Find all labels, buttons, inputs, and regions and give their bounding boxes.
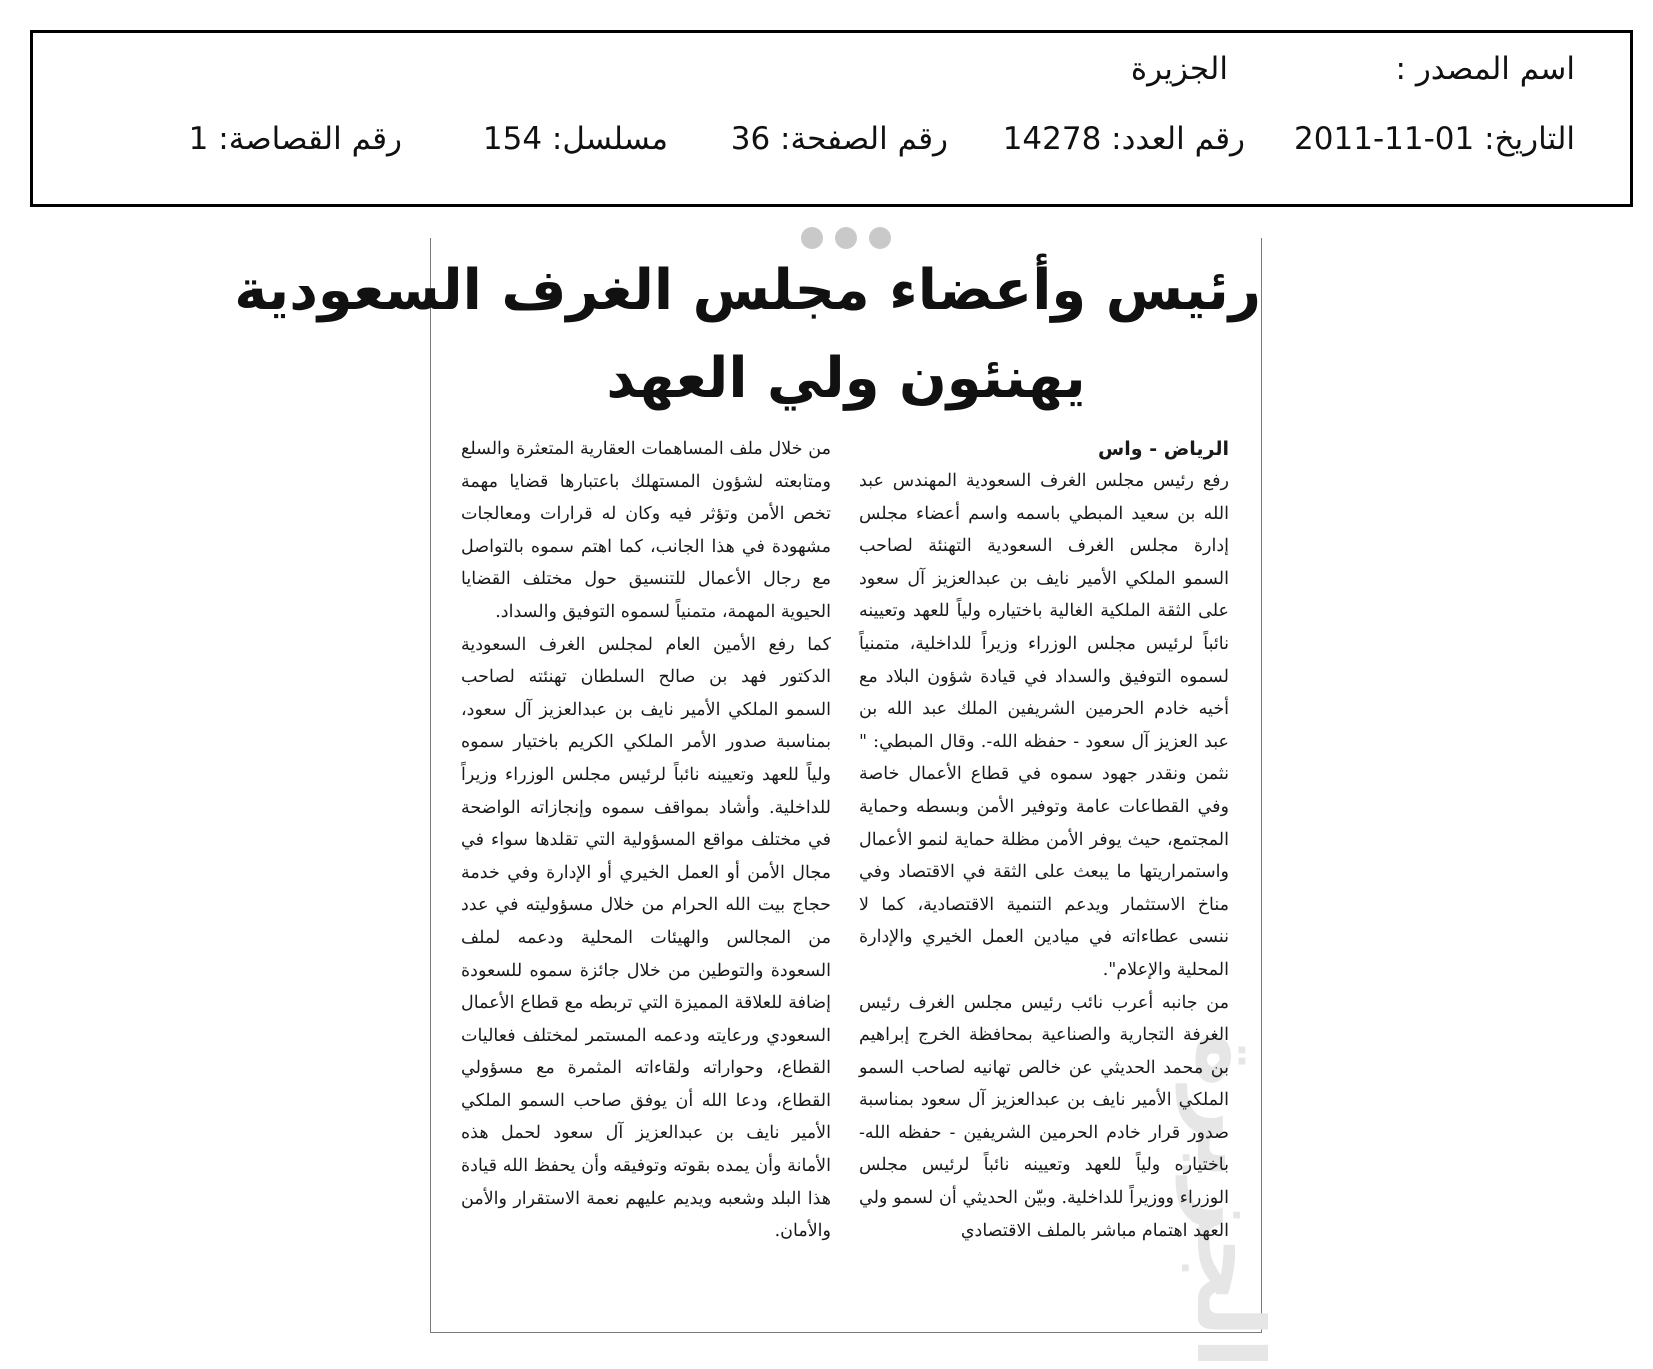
- serial-field: مسلسل: 154: [482, 121, 668, 157]
- dot-icon: [801, 227, 823, 249]
- paragraph: من جانبه أعرب نائب رئيس مجلس الغرف رئيس الغرفة التجارية والصناعية بمحافظة الخرج إبراهيم بن محمد الحديثي عن خالص تهانيه لصاحب السمو الملكي الأمير نايف بن عبدالعزيز آل سعود بمناسبة صدور قرار خادم الحرمين الشريفين - حفظه الله- باختياره ولياً للعهد وتعيينه نائباً لرئيس مجلس الوزراء ووزيراً للداخلية. وبيّن الحديثي أن لسمو ولي العهد اهتمام مباشر بالملف الاقتصادي: [859, 992, 1229, 1241]
- issue-number-field: رقم العدد: 14278: [1002, 121, 1245, 157]
- dateline: الرياض - واس: [1098, 438, 1229, 460]
- newspaper-clipping: [234, 238, 1283, 1369]
- page-number-field: رقم الصفحة: 36: [730, 121, 948, 157]
- paragraph: رفع رئيس مجلس الغرف السعودية المهندس عبد الله بن سعيد المبطي باسمه واسم أعضاء مجلس إدارة مجلس الغرف السعودية التهنئة لصاحب السمو الملكي الأمير نايف بن عبدالعزيز آل سعود على الثقة الملكية الغالية باختياره ولياً للعهد وتعيينه نائباً لرئيس مجلس الوزراء وزيراً للداخلية، متمنياً لسموه التوفيق والسداد في قيادة شؤون البلاد مع أخيه خادم الحرمين الشريفين الملك عبد الله بن عبد العزيز آل سعود - حفظه الله-. وقال المبطي: " نثمن ونقدر جهود سموه في قطاع الأعمال خاصة وفي القطاعات عامة وتوفير الأمن وبسطه وحماية المجتمع، حيث يوفر الأمن مظلة حماية لنمو الأعمال واستمراريتها ما يبعث على الثقة في الاقتصاد وفي مناخ الاستثمار ويدعم التنمية الاقتصادية، كما لا ننسى عطاءاته في ميادين العمل الخيري والإدارة المحلية والإعلام".: [859, 471, 1229, 980]
- article-column-left: [461, 433, 831, 1248]
- paragraph: من خلال ملف المساهمات العقارية المتعثرة والسلع ومتابعته لشؤون المستهلك باعتبارها قضايا مهمة تخص الأمن وتؤثر فيه وكان له قرارات ومعالجات مشهودة في هذا الجانب، كما اهتم سموه بالتواصل مع رجال الأعمال للتنسيق حول مختلف القضايا الحيوية المهمة، متمنياً لسموه التوفيق والسداد.: [461, 439, 831, 622]
- decorative-dots: [801, 238, 891, 249]
- source-value: الجزيرة: [1130, 51, 1228, 87]
- dot-icon: [869, 227, 891, 249]
- headline-line-2: يهنئون ولي العهد: [606, 346, 1086, 411]
- clipping-number-field: رقم القصاصة: 1: [188, 121, 402, 157]
- article-column-right: [859, 433, 1229, 1247]
- date-field: التاريخ: 01-11-2011: [1294, 121, 1575, 157]
- paragraph: كما رفع الأمين العام لمجلس الغرف السعودية الدكتور فهد بن صالح السلطان تهنئته لصاحب السمو الملكي الأمير نايف بن عبدالعزيز آل سعود، بمناسبة صدور الأمر الملكي الكريم باختيار سموه ولياً للعهد وتعيينه نائباً لرئيس مجلس الوزراء وزيراً للداخلية. وأشاد بمواقف سموه وإنجازاته الواضحة في مختلف مواقع المسؤولية التي تقلدها سواء في مجال الأمن أو العمل الخيري أو الإدارة وفي خدمة حجاج بيت الله الحرام من خلال مسؤوليته في عدد من المجالس والهيئات المحلية ودعمه لملف السعودة والتوطين من خلال جائزة سموه للسعودة إضافة للعلاقة المميزة التي تربطه مع قطاع الأعمال السعودي ورعايته ودعمه المستمر لمختلف فعاليات القطاع، وحواراته ولقاءاته المثمرة مع مسؤولي القطاع، ودعا الله أن يوفق صاحب السمو الملكي الأمير نايف بن عبدالعزيز آل سعود لحمل هذه الأمانة وأن يمده بقوته وتوفيقه وأن يحفظ الله قيادة هذا البلد وشعبه ويديم عليهم نعمة الاستقرار والأمن والأمان.: [461, 634, 831, 1242]
- dot-icon: [835, 227, 857, 249]
- source-label: اسم المصدر :: [1395, 51, 1575, 87]
- newspaper-watermark: الجزيرة: [1176, 1033, 1283, 1369]
- clipping-metadata-box: [30, 30, 1633, 207]
- headline-line-1: رئيس وأعضاء مجلس الغرف السعودية: [234, 258, 1261, 323]
